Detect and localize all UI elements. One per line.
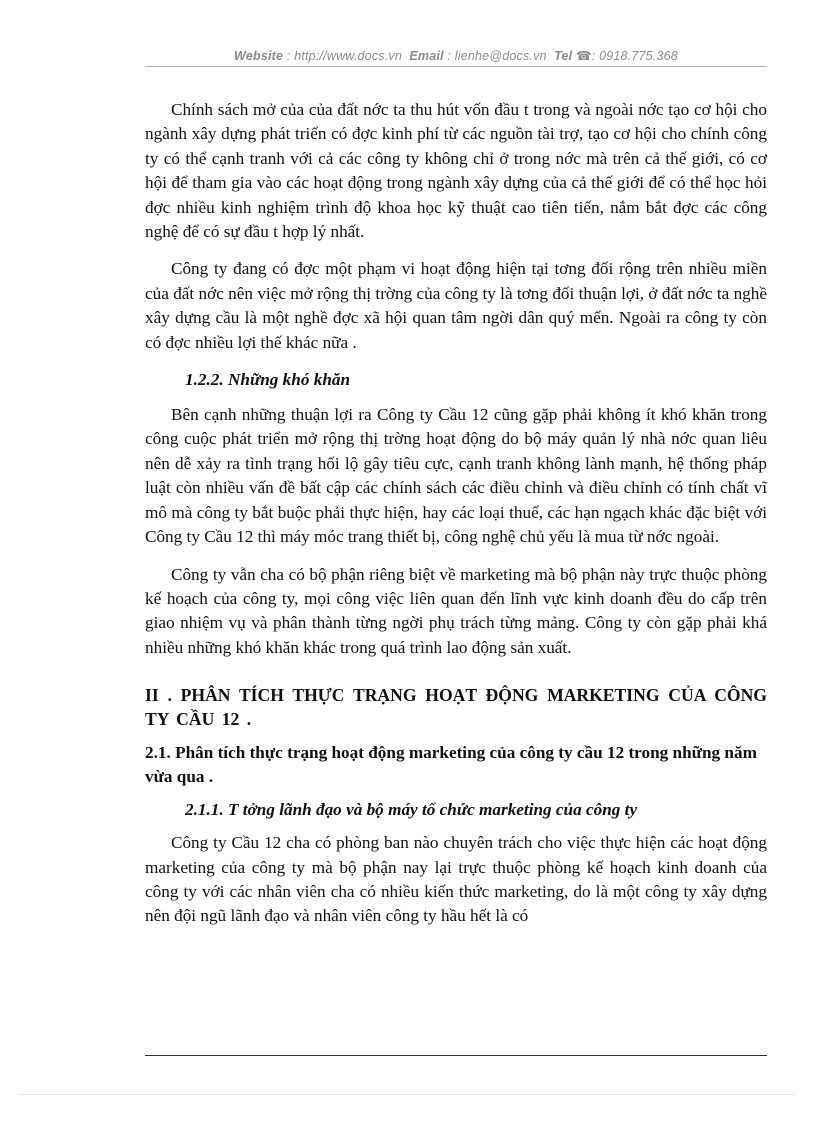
header-divider bbox=[145, 66, 767, 67]
tel-value: ☎: 0918.775.368 bbox=[575, 49, 678, 63]
paragraph-marketing-dept: Công ty vẫn cha có bộ phận riêng biệt về marketing mà bộ phận này trực thuộc phòng kế hoạch của công ty, mọi công việc liên quan đến lĩnh vực kinh doanh đều do cấp trên giao nhiệm vụ và phân thành từng ngời phụ trách từng mảng. Công ty còn gặp phải khá nhiều những khó khăn khác trong quá trình lao động sản xuất. bbox=[145, 564, 767, 657]
tel-label: Tel bbox=[554, 49, 573, 63]
paragraph-opportunities: Chính sách mở của của đất nớc ta thu hút vốn đầu t trong và ngoài nớc tạo cơ hội cho ngành xây dựng phát triển có đợc kinh phí từ các nguồn tài trợ, tạo cơ hội cho chính công ty có thể cạnh tranh với cả các công ty không chỉ ở trong nớc mà trên cả thế giới, có cơ hội để tham gia vào các hoạt động trong ngành xây dựng của cả thế giới để có thể học hỏi đợc nhiều kinh nghiệm trình độ khoa học kỹ thuật cao tiên tiến, nắm bắt đợc các công nghệ để có sự đầu t hợp lý nhất. bbox=[145, 100, 767, 242]
website-label: Website bbox=[234, 49, 284, 63]
email-value: : lienhe@docs.vn bbox=[447, 49, 547, 63]
section-heading-difficulties: 1.2.2. Những khó khăn bbox=[185, 370, 351, 390]
section-heading-2-1: 2.1. Phân tích thực trạng hoạt động marketing của công ty cầu 12 trong những năm vừa qua . bbox=[145, 743, 757, 787]
section-heading-2-1-1: 2.1.1. T tởng lãnh đạo và bộ máy tổ chức marketing của công ty bbox=[185, 800, 638, 820]
paragraph-scope: Công ty đang có đợc một phạm vi hoạt động hiện tại tơng đối rộng trên nhiều miền của đất nớc nên việc mở rộng thị trờng của công ty là tơng đối thuận lợi, ở đất nớc ta nghề xây dựng cầu là một nghề đợc xã hội quan tâm ngời dân quý mến. Ngoài ra công ty còn có đợc nhiều lợi thế khác nữa . bbox=[145, 259, 767, 352]
document-body bbox=[145, 98, 767, 942]
chapter-heading-ii: II . PHÂN TÍCH THỰC TRẠNG HOẠT ĐỘNG MARKETING CỦA CÔNG TY CẦU 12 . bbox=[145, 685, 767, 730]
email-label: Email bbox=[409, 49, 444, 63]
page-bottom-border bbox=[20, 1094, 796, 1095]
paragraph-organization: Công ty Cầu 12 cha có phòng ban nào chuyên trách cho việc thực hiện các hoạt động marketing của công ty mà bộ phận nay lại trực thuộc phòng kế hoạch kinh doanh của công ty với các nhân viên cha có nhiều kiến thức marketing, do là một công ty xây dựng nên đội ngũ lãnh đạo và nhân viên công ty hầu hết là có bbox=[145, 833, 767, 926]
footer-divider bbox=[145, 1055, 767, 1056]
paragraph-difficulties: Bên cạnh những thuận lợi ra Công ty Cầu 12 cũng gặp phải không ít khó khăn trong công cuộc phát triển mở rộng thị trờng hoạt động do bộ máy quản lý nhà nớc quan liêu nên dễ xảy ra tình trạng hối lộ gây tiêu cực, cạnh tranh không lành mạnh, hệ thống pháp luật còn nhiều vấn đề bất cập các chính sách các điều chỉnh và điều chỉnh có tính chất vĩ mô mà công ty bắt buộc phải thực hiện, hay các loại thuế, các hạn ngạch khác đặc biệt với Công ty Cầu 12 thì máy móc trang thiết bị, công nghệ chủ yếu là mua từ nớc ngoài. bbox=[145, 405, 767, 547]
website-url: : http://www.docs.vn bbox=[286, 49, 403, 63]
page-header bbox=[145, 48, 767, 63]
